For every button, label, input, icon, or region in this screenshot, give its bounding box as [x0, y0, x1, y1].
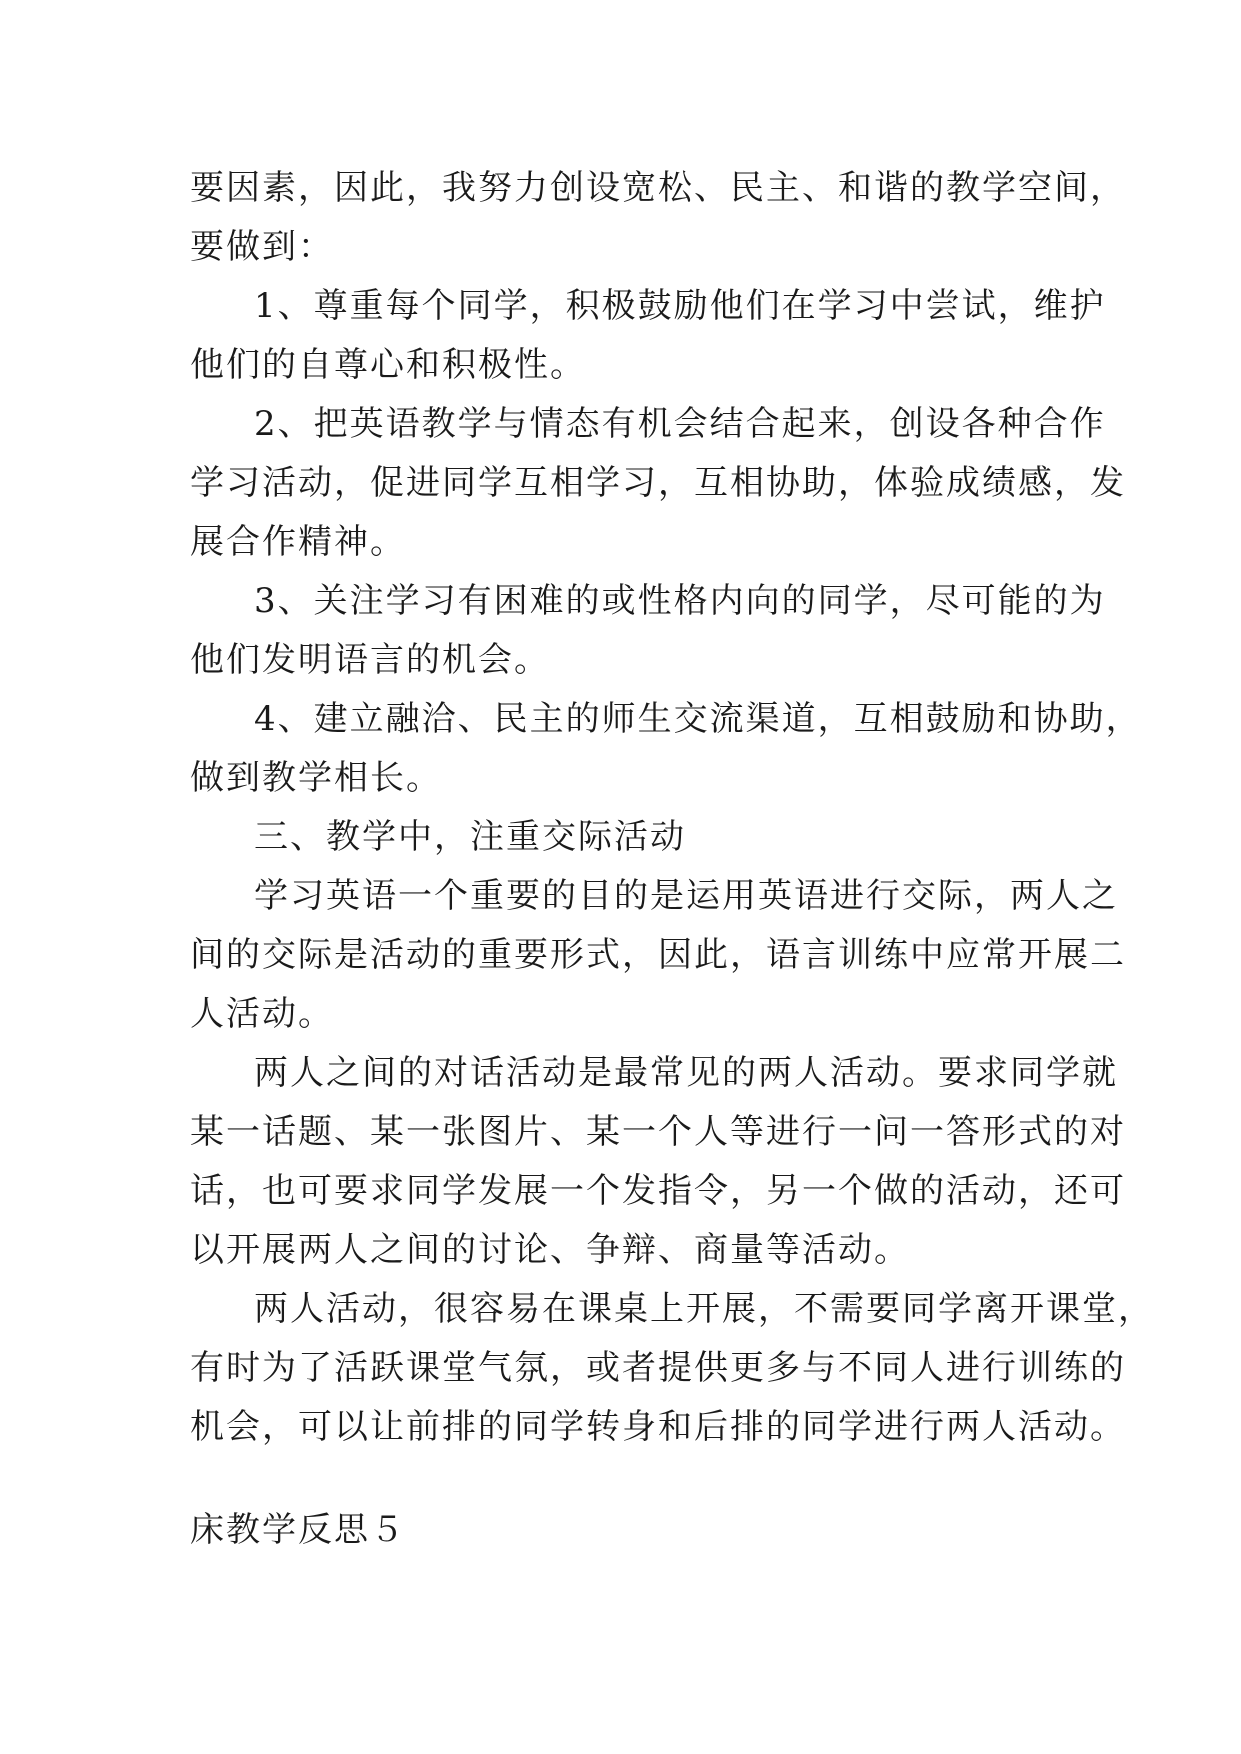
text-line: 要做到： [190, 227, 334, 267]
paragraph-start: 两人之间的对话活动是最常见的两人活动。要求同学就 [254, 1053, 1118, 1093]
list-item-2: 2、把英语教学与情态有机会结合起来，创设各种合作 [254, 404, 1106, 444]
text-line: 学习活动，促进同学互相学习，互相协助，体验成绩感，发 [190, 463, 1126, 503]
text-line: 以开展两人之间的讨论、争辩、商量等活动。 [190, 1230, 910, 1270]
text-line: 话，也可要求同学发展一个发指令，另一个做的活动，还可 [190, 1171, 1126, 1211]
text-line: 间的交际是活动的重要形式，因此，语言训练中应常开展二 [190, 935, 1126, 975]
text-line: 做到教学相长。 [190, 758, 442, 798]
list-item-3: 3、关注学习有困难的或性格内向的同学，尽可能的为 [254, 581, 1106, 621]
list-item-4: 4、建立融洽、民主的师生交流渠道，互相鼓励和协助， [254, 699, 1142, 739]
text-line: 某一话题、某一张图片、某一个人等进行一问一答形式的对 [190, 1112, 1126, 1152]
paragraph-start: 学习英语一个重要的目的是运用英语进行交际，两人之 [254, 876, 1118, 916]
document-title: 床教学反思５ [190, 1510, 406, 1550]
text-line: 人活动。 [190, 994, 334, 1034]
text-line: 他们发明语言的机会。 [190, 640, 550, 680]
list-item-1: 1、尊重每个同学，积极鼓励他们在学习中尝试，维护 [254, 286, 1106, 326]
text-line: 机会，可以让前排的同学转身和后排的同学进行两人活动。 [190, 1407, 1126, 1447]
text-line: 他们的自尊心和积极性。 [190, 345, 586, 385]
text-line: 展合作精神。 [190, 522, 406, 562]
text-line: 有时为了活跃课堂气氛，或者提供更多与不同人进行训练的 [190, 1348, 1126, 1388]
section-heading: 三、教学中，注重交际活动 [254, 817, 686, 857]
paragraph-start: 两人活动，很容易在课桌上开展，不需要同学离开课堂， [254, 1289, 1154, 1329]
text-line: 要因素，因此，我努力创设宽松、民主、和谐的教学空间， [190, 168, 1126, 208]
